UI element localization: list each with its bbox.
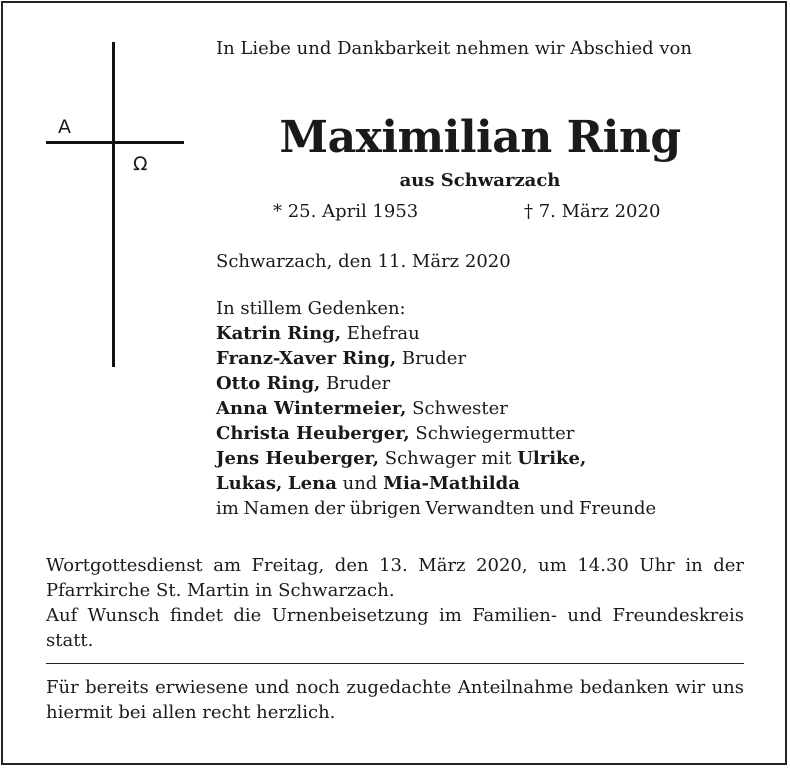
mourner-relation: Schwager mit <box>384 448 512 469</box>
death-date: † 7. März 2020 <box>524 201 661 222</box>
list-item <box>216 471 656 496</box>
mourner-name: Ulrike, <box>517 448 587 469</box>
intro-text: In Liebe und Dankbarkeit nehmen wir Abschied von <box>216 38 692 59</box>
list-item <box>216 371 656 396</box>
mourner-name: Franz-Xaver Ring, <box>216 348 397 369</box>
deceased-name: Maximilian Ring <box>279 112 681 163</box>
mourner-relation: Schwiegermutter <box>415 423 575 444</box>
thanks-text: Für bereits erwiesene und noch zugedachte Anteilnahme bedanken wir uns hiermit bei allen recht herzlich. <box>46 677 744 723</box>
deceased-origin: aus Schwarzach <box>399 170 561 191</box>
mourner-relation: Schwester <box>412 398 508 419</box>
burial-text: Auf Wunsch findet die Urnenbeisetzung im Familien- und Freundeskreis statt. <box>46 605 744 651</box>
child-name: Lena <box>288 473 337 494</box>
birth-date: * 25. April 1953 <box>273 201 419 222</box>
mourners-list <box>216 296 656 521</box>
alpha-icon: A <box>58 116 71 138</box>
mourner-name: Anna Wintermeier, <box>216 398 407 419</box>
cross-horizontal-beam <box>46 141 184 144</box>
conjunction: und <box>342 473 378 494</box>
mourners-closing: im Namen der übrigen Verwandten und Freunde <box>216 498 657 519</box>
child-name: Mia-Mathilda <box>383 473 520 494</box>
mourner-name: Katrin Ring, <box>216 323 342 344</box>
child-name: Lukas, <box>216 473 283 494</box>
mourner-relation: Bruder <box>401 348 467 369</box>
mourner-name: Jens Heuberger, <box>216 448 380 469</box>
service-text: Wortgottesdienst am Freitag, den 13. März 2020, um 14.30 Uhr in der Pfarrkirche St. Martin in Schwarzach. <box>46 555 744 601</box>
place-and-date: Schwarzach, den 11. März 2020 <box>216 251 511 272</box>
mourners-heading: In stillem Gedenken: <box>216 298 406 319</box>
mourner-relation: Bruder <box>326 373 391 394</box>
mourner-name: Otto Ring, <box>216 373 321 394</box>
list-item <box>216 346 656 371</box>
mourner-relation: Ehefrau <box>346 323 420 344</box>
service-info <box>46 553 744 653</box>
divider <box>46 663 744 664</box>
list-item <box>216 446 656 471</box>
cross-vertical-beam <box>112 42 115 367</box>
list-item <box>216 421 656 446</box>
list-item <box>216 321 656 346</box>
omega-icon: Ω <box>133 153 148 175</box>
list-item <box>216 396 656 421</box>
mourner-name: Christa Heuberger, <box>216 423 410 444</box>
